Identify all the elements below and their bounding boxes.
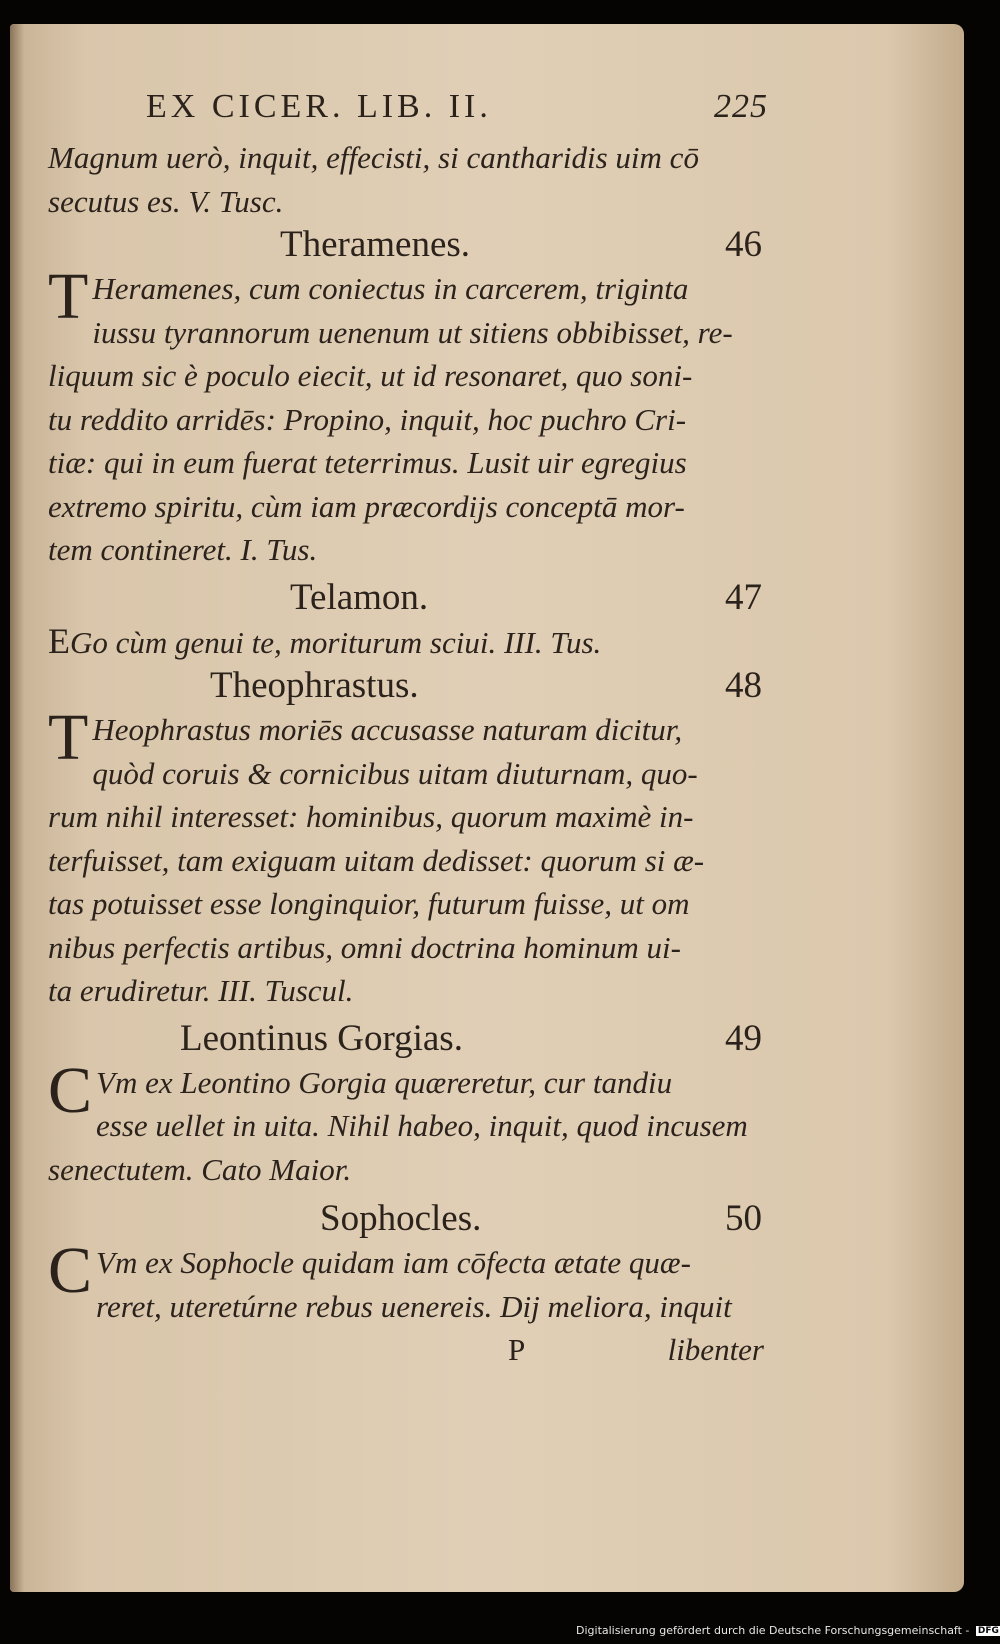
- text-line: iussu tyrannorum uenenum ut sitiens obbibisset, re-: [92, 314, 733, 350]
- section-heading: [48, 1017, 768, 1061]
- section-title: Theophrastus.: [210, 665, 419, 706]
- text-line: liquum sic è poculo eiecit, ut id resonaret, quo soni-: [48, 358, 693, 393]
- section-paragraph: [48, 260, 768, 572]
- section-paragraph: [48, 1053, 768, 1192]
- section-paragraph: [48, 701, 768, 1013]
- digitization-credit: [576, 1624, 1000, 1637]
- section-number: 50: [725, 1198, 762, 1239]
- drop-capital: T: [48, 260, 89, 333]
- text-line: quòd coruis & cornicibus uitam diuturnam, quo-: [92, 755, 698, 791]
- section-heading: [48, 1197, 768, 1241]
- section-number: 48: [725, 665, 762, 706]
- section-title: Theramenes.: [280, 224, 471, 265]
- section-heading: [48, 576, 768, 620]
- catch-line: [48, 1328, 768, 1372]
- credit-text: Digitalisierung gefördert durch die Deutsche Forschungsgemeinschaft -: [576, 1624, 970, 1637]
- page-number: 225: [714, 88, 768, 125]
- text-line: nibus perfectis artibus, omni doctrina hominum ui-: [48, 929, 681, 965]
- text-line: extremo spiritu, cùm iam præcordijs conceptā mor-: [48, 488, 685, 524]
- dfg-logo: DFG: [977, 1626, 999, 1636]
- text-line: Magnum uerò, inquit, effecisti, si cantharidis uim cō: [48, 140, 699, 175]
- section-number: 49: [725, 1017, 762, 1059]
- signature-mark: P: [508, 1332, 526, 1367]
- section-heading: [48, 664, 768, 708]
- section-number: 47: [725, 576, 762, 618]
- text-line: Heophrastus moriēs accusasse naturam dicitur,: [92, 712, 683, 747]
- section-title: Leontinus Gorgias.: [180, 1017, 463, 1059]
- text-line: tu reddito arridēs: Propino, inquit, hoc puchro Cri-: [48, 401, 687, 437]
- page-gutter-edge: [10, 24, 24, 1592]
- section-title: Telamon.: [290, 576, 429, 618]
- catchword: libenter: [667, 1332, 764, 1367]
- section-title: Sophocles.: [320, 1198, 482, 1239]
- drop-capital: T: [48, 701, 89, 774]
- text-line: tem contineret. I. Tus.: [48, 532, 318, 567]
- text-line: rum nihil interesset: hominibus, quorum maximè in-: [48, 799, 694, 834]
- text-line: secutus es. V. Tusc.: [48, 183, 284, 219]
- text-line: Vm ex Sophocle quidam iam cōfecta ætate quæ-: [96, 1245, 691, 1280]
- text-line: esse uellet in uita. Nihil habeo, inquit, quod incusem: [96, 1108, 748, 1143]
- drop-capital: C: [48, 1053, 93, 1127]
- text-line: tas potuisset esse longinquior, futurum fuisse, ut om: [48, 886, 690, 921]
- running-head-title: EX CICER. LIB. II.: [146, 88, 492, 125]
- text-line: ta erudiretur. III. Tuscul.: [48, 973, 354, 1008]
- page-text-block: [48, 80, 768, 1372]
- text-line: Go cùm genui te, moriturum sciui. III. Tus.: [70, 624, 602, 660]
- book-page: [10, 24, 964, 1592]
- drop-capital: C: [48, 1234, 93, 1307]
- text-line: Heramenes, cum coniectus in carcerem, triginta: [92, 271, 689, 306]
- section-paragraph: [48, 1234, 768, 1328]
- running-head: [48, 80, 768, 136]
- text-line: reret, uteretúrne rebus uenereis. Dij meliora, inquit: [96, 1288, 732, 1324]
- text-line: terfuisset, tam exiguam uitam dedisset: quorum si æ-: [48, 842, 705, 878]
- text-line: tiæ: qui in eum fuerat teterrimus. Lusit uir egregius: [48, 445, 687, 480]
- text-line: senectutem. Cato Maior.: [48, 1151, 352, 1187]
- section-paragraph: [48, 620, 768, 665]
- section-number: 46: [725, 224, 762, 265]
- intro-paragraph: [48, 136, 768, 223]
- section-heading: [48, 223, 768, 267]
- text-line: Vm ex Leontino Gorgia quæreretur, cur tandiu: [96, 1064, 673, 1100]
- initial-capital: E: [48, 620, 70, 661]
